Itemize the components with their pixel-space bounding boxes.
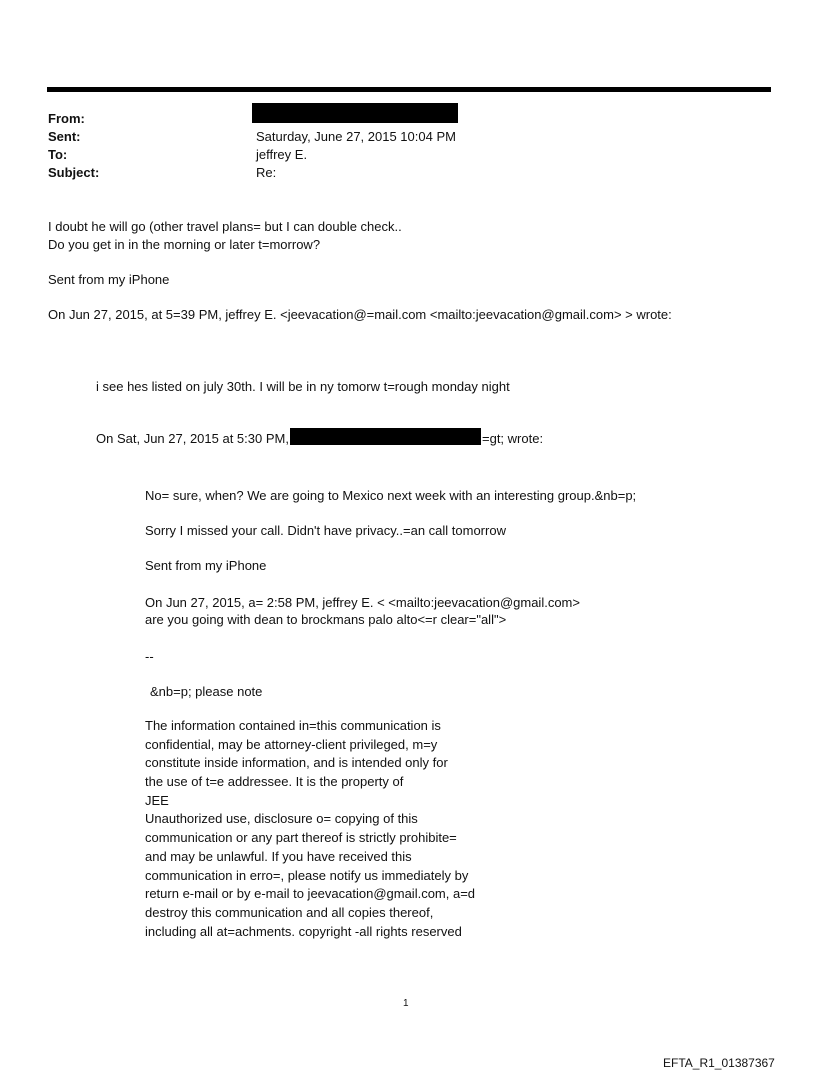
disclaimer-line: communication in erro=, please notify us immediately by [145,867,469,883]
disclaimer-line: return e-mail or by e-mail to jeevacation@gmail.com, a=d [145,886,476,902]
quote-2-line-1: No= sure, when? We are going to Mexico next week with an interesting group.&nb=p; [145,488,637,503]
disclaimer-line: destroy this communication and all copies thereof, [145,904,434,920]
quote-2-signature: Sent from my iPhone [145,558,267,573]
please-note: &nb=p; please note [150,684,263,699]
subject-value: Re: [256,165,277,180]
header-rule [47,87,771,92]
redaction-block-quote [290,428,481,445]
document-id: EFTA_R1_01387367 [663,1056,775,1070]
signature-1: Sent from my iPhone [48,272,170,287]
disclaimer-line: constitute inside information, and is intended only for [145,755,448,771]
sent-value: Saturday, June 27, 2015 10:04 PM [256,129,456,144]
quote-header-1: On Jun 27, 2015, at 5=39 PM, jeffrey E. <jeevacation@=mail.com <mailto:jeevacation@gmail.com> > wrote: [48,307,672,322]
from-label: From: [48,111,85,126]
page-number: 1 [403,998,409,1009]
disclaimer-line: confidential, may be attorney-client privileged, m=y [145,736,438,752]
disclaimer-line: The information contained in=this communication is [145,718,441,733]
quote-1-text: i see hes listed on july 30th. I will be in ny tomorw t=rough monday night [96,379,510,394]
quote-2-line-2: Sorry I missed your call. Didn't have privacy..=an call tomorrow [145,523,506,538]
disclaimer-line: the use of t=e addressee. It is the property of [145,774,404,790]
body-line-2: Do you get in in the morning or later t=morrow? [48,237,321,252]
signature-dashes: -- [145,649,154,664]
subject-label: Subject: [48,165,100,180]
disclaimer-line: JEE [145,792,169,808]
body-line-1: I doubt he will go (other travel plans= but I can double check.. [48,219,402,234]
to-label: To: [48,147,68,162]
sent-label: Sent: [48,129,81,144]
disclaimer-line: communication or any part thereof is strictly prohibite= [145,830,457,846]
to-value: jeffrey E. [256,147,308,162]
redaction-block-sender [252,103,458,123]
quote-header-2-suffix: =gt; wrote: [482,431,544,446]
disclaimer-line: Unauthorized use, disclosure o= copying of this [145,811,418,827]
quote-header-2-prefix: On Sat, Jun 27, 2015 at 5:30 PM, [96,431,289,446]
disclaimer-paragraph [145,717,505,941]
disclaimer-line: including all at=achments. copyright -all rights reserved [145,923,462,939]
quote-3-header-a: On Jun 27, 2015, a= 2:58 PM, jeffrey E. < <mailto:jeevacation@gmail.com> [145,595,580,610]
quote-3-header-b: are you going with dean to brockmans palo alto<=r clear="all"> [145,612,507,627]
disclaimer-line: and may be unlawful. If you have received this [145,848,412,864]
